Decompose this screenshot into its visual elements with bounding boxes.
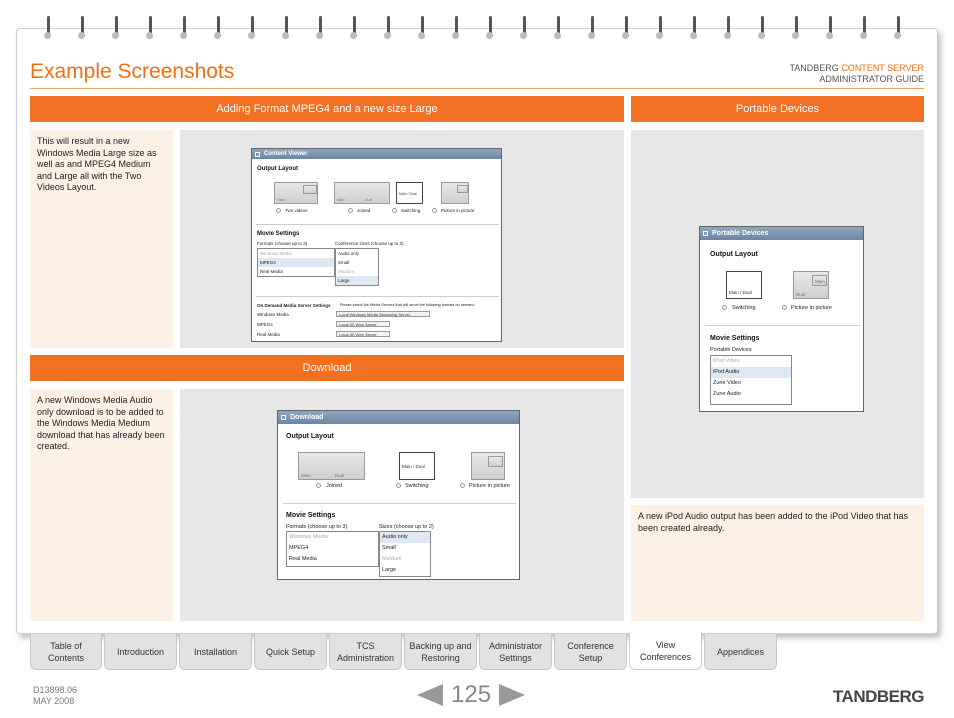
list-item[interactable]: iPod Audio: [711, 367, 791, 378]
radio-joined[interactable]: [316, 483, 321, 488]
list-item[interactable]: Real Media: [289, 556, 317, 562]
radio-switching[interactable]: [396, 483, 401, 488]
binding-ring: [246, 14, 258, 40]
binding-ring: [76, 14, 88, 40]
tab-conference-setup[interactable]: Conference Setup: [554, 634, 627, 670]
devices-label: Portable Devices: [710, 347, 752, 353]
binding-ring: [654, 14, 666, 40]
binding-ring: [484, 14, 496, 40]
next-page-icon[interactable]: [499, 684, 525, 706]
server-select-real-media[interactable]: Local IIS Web Server: [336, 331, 390, 337]
thumb-label: Main / Dual: [399, 192, 417, 196]
formats-listbox[interactable]: [286, 531, 379, 567]
server-select-windows-media[interactable]: Local Windows Media Streaming Server: [336, 311, 430, 317]
layout-two-videos-thumb[interactable]: [274, 182, 318, 204]
layout-joined-thumb[interactable]: [334, 182, 390, 204]
format-note: This will result in a new Windows Media Large size as well as and MPEG4 Medium and Large all with the Two Videos Layout.: [30, 130, 173, 348]
thumb-inset: [457, 185, 468, 193]
radio-pip[interactable]: [460, 483, 465, 488]
layout-label: Switching: [401, 208, 421, 213]
thumb-label: Main: [301, 473, 311, 478]
download-section-heading: Download: [30, 355, 624, 381]
binding-ring: [450, 14, 462, 40]
thumb-label: Dual: [335, 473, 345, 478]
doc-date: MAY 2008: [33, 696, 75, 706]
collapse-icon[interactable]: -: [704, 231, 707, 236]
output-layout-heading: Output Layout: [710, 251, 758, 258]
radio-switching[interactable]: [392, 208, 397, 213]
radio-switching[interactable]: [722, 305, 727, 310]
layout-label: Switching: [405, 483, 429, 489]
tab-table-of-contents[interactable]: Table of Contents: [30, 634, 102, 670]
previous-page-icon[interactable]: [417, 684, 443, 706]
layout-switching-thumb[interactable]: [399, 452, 435, 480]
content-viewer-title: Content Viewer: [264, 151, 308, 157]
page-title: Example Screenshots: [30, 60, 235, 83]
binding-ring: [586, 14, 598, 40]
download-note: A new Windows Media Audio only download is to be added to the Windows Media Medium download that has already been created.: [30, 389, 173, 621]
binding-ring: [892, 14, 904, 40]
list-item[interactable]: Real Media: [260, 269, 283, 274]
layout-joined-thumb[interactable]: [298, 452, 365, 480]
binding-ring: [212, 14, 224, 40]
brand-name: TANDBERG: [789, 63, 842, 73]
tab-appendices[interactable]: Appendices: [704, 634, 777, 670]
spiral-binding: [42, 14, 922, 40]
list-item[interactable]: Small: [338, 260, 350, 265]
content-viewer-titlebar: [252, 149, 501, 159]
doc-info: [33, 685, 77, 707]
binding-ring: [280, 14, 292, 40]
page-number: 125: [451, 681, 492, 708]
binding-ring: [620, 14, 632, 40]
formats-label: Formats (choose up to 3): [286, 524, 348, 530]
devices-listbox[interactable]: [710, 355, 792, 405]
list-item[interactable]: Windows Media: [289, 534, 328, 540]
separator: [256, 224, 499, 225]
list-item[interactable]: iPod Video: [713, 358, 740, 364]
layout-label: Joined: [357, 208, 371, 213]
server-label: Real Media: [257, 332, 280, 337]
radio-joined[interactable]: [348, 208, 353, 213]
format-section-heading: Adding Format MPEG4 and a new size Large: [30, 96, 624, 122]
pager: [417, 681, 525, 709]
radio-pip[interactable]: [432, 208, 437, 213]
list-item[interactable]: Medium: [382, 556, 402, 562]
tab-view-conferences[interactable]: View Conferences: [629, 632, 702, 670]
list-item[interactable]: Small: [382, 545, 396, 551]
tab-tcs-administration[interactable]: TCS Administration: [329, 634, 402, 670]
list-item[interactable]: Large: [336, 276, 378, 285]
radio-pip[interactable]: [782, 305, 787, 310]
separator: [283, 503, 516, 504]
layout-label: Two videos: [285, 208, 308, 213]
download-titlebar: [278, 411, 519, 424]
collapse-icon[interactable]: -: [256, 151, 259, 157]
thumb-label: Dual: [365, 198, 373, 202]
formats-label: Formats (choose up to 3): [257, 241, 308, 246]
sizes-label: Sizes (choose up to 2): [379, 524, 434, 530]
server-select-mpeg4[interactable]: Local IIS Web Server: [336, 321, 390, 327]
layout-pip-thumb[interactable]: [793, 271, 829, 299]
portable-note: A new iPod Audio output has been added to the iPod Video that has been created already.: [631, 505, 924, 621]
tab-installation[interactable]: Installation: [179, 634, 252, 670]
brand-product: CONTENT SERVER: [841, 63, 924, 73]
binding-ring: [756, 14, 768, 40]
binding-ring: [314, 14, 326, 40]
tab-quick-setup[interactable]: Quick Setup: [254, 634, 327, 670]
sizes-listbox[interactable]: [335, 248, 379, 286]
server-label: Windows Media: [257, 312, 289, 317]
list-item[interactable]: Zune Video: [713, 380, 742, 386]
layout-label: Joined: [326, 483, 343, 489]
layout-label: Picture in picture: [791, 305, 832, 311]
thumb-label: Main: [337, 198, 345, 202]
thumb-label: Dual: [796, 292, 806, 297]
layout-switching-thumb[interactable]: [726, 271, 762, 299]
output-layout-heading: Output Layout: [257, 166, 298, 172]
binding-ring: [42, 14, 54, 40]
portable-section-heading: Portable Devices: [631, 96, 924, 122]
formats-listbox[interactable]: [257, 248, 335, 277]
binding-ring: [790, 14, 802, 40]
portable-devices-title: Portable Devices: [712, 230, 769, 237]
binding-ring: [688, 14, 700, 40]
radio-two-videos[interactable]: [276, 208, 281, 213]
list-item[interactable]: Audio only: [380, 532, 430, 543]
portable-devices-titlebar: [700, 227, 863, 240]
layout-label: Switching: [732, 305, 756, 311]
sizes-listbox[interactable]: [379, 531, 431, 577]
list-item[interactable]: Zune Audio: [713, 391, 741, 397]
thumb-inset: [488, 456, 503, 467]
movie-settings-heading: Movie Settings: [257, 231, 300, 237]
download-window: [277, 410, 520, 580]
binding-ring: [348, 14, 360, 40]
list-item[interactable]: MPEG4: [258, 258, 334, 267]
separator: [256, 296, 499, 297]
binding-ring: [144, 14, 156, 40]
thumb-label: Main / Dual: [402, 464, 425, 469]
binding-ring: [382, 14, 394, 40]
movie-settings-heading: Movie Settings: [286, 512, 336, 519]
ondemand-label: On Demand Media Server Settings: [257, 303, 331, 308]
thumb-label: Main: [815, 279, 825, 284]
binding-ring: [110, 14, 122, 40]
brand-header: [789, 63, 924, 85]
tab-backing-up[interactable]: Backing up and Restoring: [404, 634, 477, 670]
separator: [705, 325, 860, 326]
movie-settings-heading: Movie Settings: [710, 335, 760, 342]
list-item[interactable]: Audio only: [338, 251, 360, 256]
tandberg-logo: TANDBERG: [832, 687, 924, 706]
thumb-label: Main / Dual: [729, 290, 752, 295]
list-item[interactable]: MPEG4: [289, 545, 309, 551]
collapse-icon[interactable]: -: [282, 415, 285, 420]
output-layout-heading: Output Layout: [286, 433, 334, 440]
sizes-label: Conference sizes (choose up to 2): [335, 241, 404, 246]
binding-ring: [552, 14, 564, 40]
doc-id: D13898.06: [33, 685, 78, 695]
tab-administrator-settings[interactable]: Administrator Settings: [479, 634, 552, 670]
binding-ring: [178, 14, 190, 40]
binding-ring: [858, 14, 870, 40]
server-label: MPEG4: [257, 322, 273, 327]
brand-guide: ADMINISTRATOR GUIDE: [819, 74, 924, 84]
layout-pip-thumb[interactable]: [471, 452, 505, 480]
title-divider: [30, 88, 924, 89]
layout-label: Picture in picture: [469, 483, 510, 489]
download-title: Download: [290, 414, 324, 421]
ondemand-hint: Please select the Media Servers that will serve the following formats on demand: [340, 303, 475, 307]
layout-pip-thumb[interactable]: [441, 182, 469, 204]
list-item[interactable]: Medium: [338, 269, 355, 274]
portable-devices-window: [699, 226, 864, 412]
list-item[interactable]: Large: [382, 567, 397, 573]
list-item[interactable]: Windows Media: [260, 251, 292, 256]
layout-label: Picture in picture: [441, 208, 475, 213]
binding-ring: [824, 14, 836, 40]
content-viewer-window: [251, 148, 502, 342]
thumb-label: Main: [277, 198, 285, 202]
binding-ring: [518, 14, 530, 40]
binding-ring: [416, 14, 428, 40]
binding-ring: [722, 14, 734, 40]
tab-introduction[interactable]: Introduction: [104, 634, 177, 670]
thumb-inset: [303, 185, 317, 194]
thumb-inset: [812, 275, 827, 286]
layout-switching-thumb[interactable]: [396, 182, 423, 204]
